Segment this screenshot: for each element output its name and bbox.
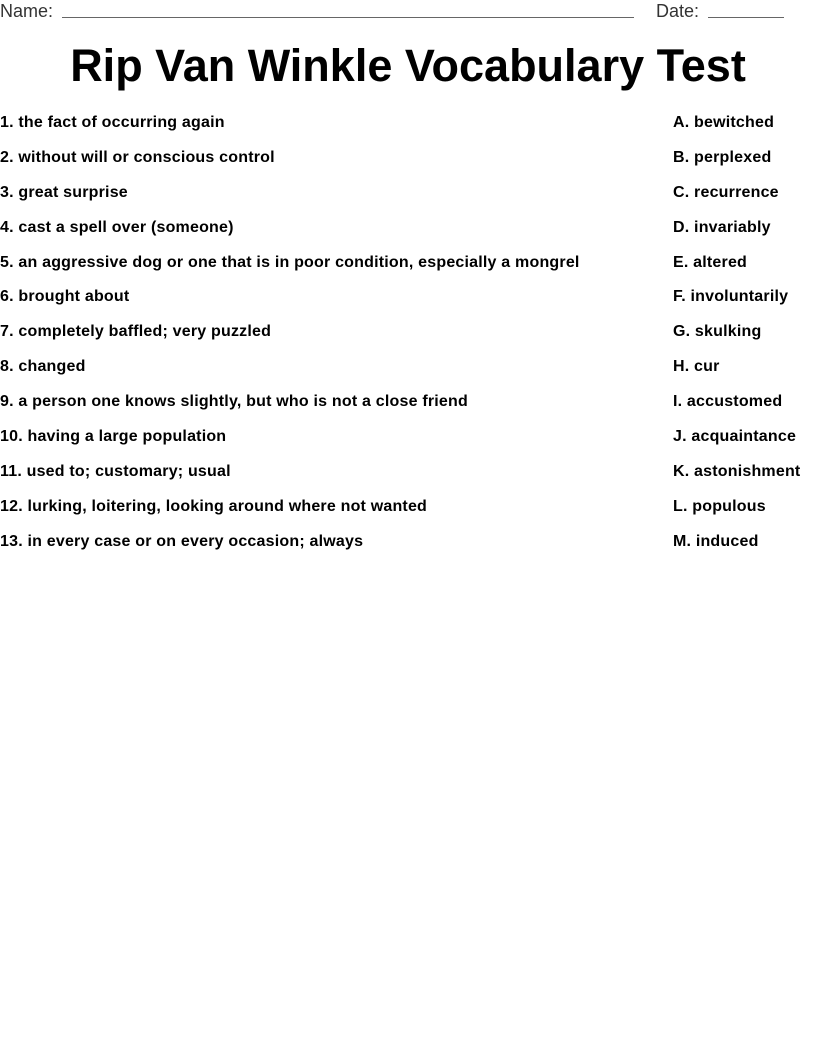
name-blank-line[interactable] xyxy=(62,17,634,18)
answer-item: D. invariably xyxy=(673,218,771,236)
question-item: 7. completely baffled; very puzzled xyxy=(0,323,272,341)
question-item: 4. cast a spell over (someone) xyxy=(0,218,234,236)
question-item: 10. having a large population xyxy=(0,428,227,446)
header-line xyxy=(0,0,816,22)
question-item: 2. without will or conscious control xyxy=(0,148,275,166)
answer-item: H. cur xyxy=(673,358,720,376)
answer-item: M. induced xyxy=(673,532,759,550)
page-title: Rip Van Winkle Vocabulary Test xyxy=(70,40,746,91)
answer-item: F. involuntarily xyxy=(673,288,789,306)
name-label: Name: xyxy=(0,1,54,21)
answer-item: E. altered xyxy=(673,253,748,271)
answer-item: L. populous xyxy=(673,497,766,515)
date-blank-line[interactable] xyxy=(708,17,784,18)
question-item: 3. great surprise xyxy=(0,183,128,201)
answer-item: J. acquaintance xyxy=(673,428,797,446)
question-item: 8. changed xyxy=(0,358,86,376)
question-item: 9. a person one knows slightly, but who is not a close friend xyxy=(0,393,468,411)
question-item: 12. lurking, loitering, looking around where not wanted xyxy=(0,497,428,515)
answer-item: B. perplexed xyxy=(673,148,772,166)
answer-item: A. bewitched xyxy=(673,114,775,131)
question-item: 13. in every case or on every occasion; always xyxy=(0,532,364,550)
answer-item: I. accustomed xyxy=(673,393,783,411)
answer-item: C. recurrence xyxy=(673,183,779,201)
question-item: 11. used to; customary; usual xyxy=(0,462,231,480)
date-label: Date: xyxy=(656,1,700,21)
answer-list xyxy=(673,113,816,567)
question-item: 5. an aggressive dog or one that is in poor condition, especially a mongrel xyxy=(0,253,580,271)
question-list xyxy=(0,113,660,567)
question-item: 1. the fact of occurring again xyxy=(0,114,225,131)
answer-item: G. skulking xyxy=(673,323,762,341)
answer-item: K. astonishment xyxy=(673,462,801,480)
question-item: 6. brought about xyxy=(0,288,130,306)
